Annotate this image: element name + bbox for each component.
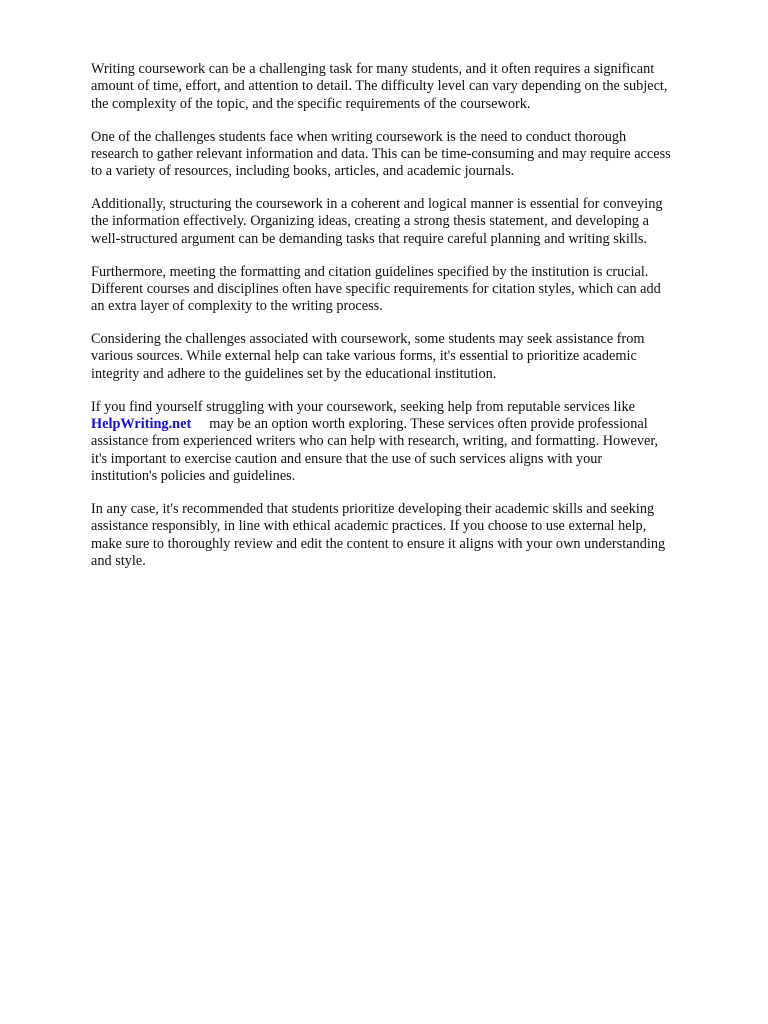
text-line: to a variety of resources, including books, articles, and academic journals. <box>91 163 515 180</box>
text-line: Writing coursework can be a challenging task for many students, and it often requires a significant <box>91 61 655 77</box>
paragraph-formatting <box>91 264 731 316</box>
paragraph-intro <box>91 61 731 113</box>
text-line: Considering the challenges associated with coursework, some students may seek assistance from <box>91 331 645 348</box>
text-line: Additionally, structuring the coursework in a coherent and logical manner is essential for conveying <box>91 196 663 213</box>
text-line: it's important to exercise caution and ensure that the use of such services aligns with your <box>91 450 603 467</box>
text-line: assistance from experienced writers who can help with research, writing, and formatting. However, <box>91 433 659 450</box>
text-line: research to gather relevant information and data. This can be time-consuming and may require access <box>91 145 671 162</box>
text-line: Different courses and disciplines often have specific requirements for citation styles, which can add <box>91 280 661 297</box>
text-line: integrity and adhere to the guidelines set by the educational institution. <box>91 365 497 382</box>
paragraph-structure <box>91 196 731 248</box>
text-line: and style. <box>91 553 146 570</box>
paragraph-conclusion <box>91 501 731 571</box>
text-line: an extra layer of complexity to the writing process. <box>91 298 383 315</box>
document-body <box>91 61 731 586</box>
text-line: institution's policies and guidelines. <box>91 468 296 485</box>
text-line: If you find yourself struggling with your coursework, seeking help from reputable services like <box>91 398 635 415</box>
text-line: In any case, it's recommended that students prioritize developing their academic skills and seeking <box>91 500 655 517</box>
text-line: various sources. While external help can take various forms, it's essential to prioritize academic <box>91 348 637 365</box>
paragraph-assistance <box>91 331 731 383</box>
text-fragment: may be an option worth exploring. These services often provide professional <box>209 415 648 432</box>
text-line: One of the challenges students face when writing coursework is the need to conduct thorough <box>91 128 627 145</box>
text-line: the complexity of the topic, and the specific requirements of the coursework. <box>91 95 531 112</box>
text-line: amount of time, effort, and attention to detail. The difficulty level can vary depending on the subject, <box>91 78 668 95</box>
text-line: well-structured argument can be demanding tasks that require careful planning and writing skills. <box>91 230 647 247</box>
helpwriting-link[interactable]: HelpWriting.net <box>91 415 192 432</box>
text-line: Furthermore, meeting the formatting and citation guidelines specified by the institution is crucial. <box>91 263 649 280</box>
paragraph-services <box>91 399 731 486</box>
text-line: make sure to thoroughly review and edit the content to ensure it aligns with your own understanding <box>91 535 666 552</box>
text-line: the information effectively. Organizing ideas, creating a strong thesis statement, and developing a <box>91 213 649 230</box>
text-line: assistance responsibly, in line with ethical academic practices. If you choose to use external help, <box>91 518 647 535</box>
paragraph-research <box>91 129 731 181</box>
text-line-with-link <box>91 416 731 433</box>
